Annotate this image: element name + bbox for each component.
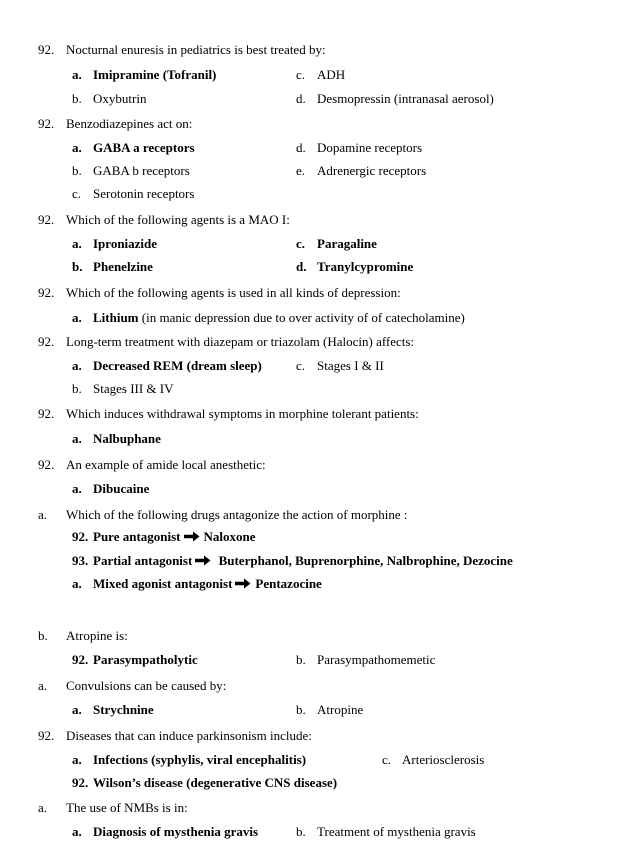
question-text: Which of the following drugs antagonize the action of morphine :	[66, 507, 408, 522]
option-line	[93, 576, 322, 592]
option-letter: c.	[296, 358, 306, 373]
option-line	[93, 310, 465, 326]
question-number: a.	[38, 678, 48, 693]
option-letter: b.	[296, 652, 306, 667]
question-text: Which of the following agents is used in all kinds of depression:	[66, 285, 401, 300]
option-text: Oxybutrin	[93, 91, 147, 106]
option-letter: d.	[296, 91, 306, 106]
option-letter: a.	[72, 140, 82, 155]
question-text: Benzodiazepines act on:	[66, 116, 193, 131]
option-text: Dibucaine	[93, 481, 150, 496]
option-letter: c.	[382, 752, 392, 767]
option-value: Naloxone	[203, 529, 256, 544]
option-text: Stages I & II	[317, 358, 384, 373]
option-letter: a.	[72, 67, 82, 82]
question-number: 92.	[38, 457, 55, 472]
option-value: Pentazocine	[255, 576, 322, 591]
option-text: Serotonin receptors	[93, 186, 195, 201]
option-letter: c.	[296, 67, 306, 82]
question-number: 92.	[38, 285, 55, 300]
option-text: Iproniazide	[93, 236, 158, 251]
question-text: Atropine is:	[66, 628, 128, 643]
right-arrow-icon	[184, 531, 200, 542]
question-text: Diseases that can induce parkinsonism include:	[66, 728, 312, 743]
option-letter: a.	[72, 576, 82, 591]
option-letter: c.	[296, 236, 306, 251]
option-text: Dopamine receptors	[317, 140, 423, 155]
option-letter: b.	[72, 259, 83, 274]
option-text: Phenelzine	[93, 259, 153, 274]
question-text: The use of NMBs is in:	[66, 800, 188, 815]
question-text: Which induces withdrawal symptoms in morphine tolerant patients:	[66, 406, 419, 421]
option-letter: d.	[296, 259, 307, 274]
option-label: Partial antagonist	[93, 553, 193, 568]
option-letter: 92.	[72, 775, 89, 790]
question-number: b.	[38, 628, 48, 643]
question-text: Convulsions can be caused by:	[66, 678, 227, 693]
option-text: Wilson’s disease (degenerative CNS disease)	[93, 775, 338, 790]
option-letter: a.	[72, 752, 82, 767]
option-letter: a.	[72, 431, 82, 446]
option-letter: b.	[72, 91, 82, 106]
option-text: Paragaline	[317, 236, 377, 251]
option-note: (in manic depression due to over activity of of catecholamine)	[141, 310, 465, 325]
option-line	[93, 553, 513, 569]
option-text: Imipramine (Tofranil)	[93, 67, 217, 82]
option-letter: a.	[72, 824, 82, 839]
question-text: Which of the following agents is a MAO I:	[66, 212, 290, 227]
option-text: GABA a receptors	[93, 140, 195, 155]
option-text: Adrenergic receptors	[317, 163, 427, 178]
option-text: Nalbuphane	[93, 431, 161, 446]
option-letter: c.	[72, 186, 82, 201]
question-number: 92.	[38, 334, 55, 349]
option-letter: a.	[72, 236, 82, 251]
option-letter: b.	[296, 702, 306, 717]
option-line	[93, 529, 256, 545]
question-text: Long-term treatment with diazepam or triazolam (Halocin) affects:	[66, 334, 415, 349]
option-text: Parasympatholytic	[93, 652, 198, 667]
question-number: a.	[38, 507, 48, 522]
question-number: 92.	[38, 406, 55, 421]
option-label: Pure antagonist	[93, 529, 181, 544]
option-value: Buterphanol, Buprenorphine, Nalbrophine, Dezocine	[218, 553, 513, 568]
option-text: Atropine	[317, 702, 364, 717]
option-letter: b.	[296, 824, 306, 839]
option-text: Infections (syphylis, viral encephalitis)	[93, 752, 307, 767]
option-letter: a.	[72, 310, 82, 325]
option-text: Strychnine	[93, 702, 154, 717]
option-text: Tranylcypromine	[317, 259, 414, 274]
question-text: Nocturnal enuresis in pediatrics is best treated by:	[66, 42, 326, 57]
option-letter: a.	[72, 481, 82, 496]
option-letter: d.	[296, 140, 306, 155]
option-text: Treatment of mysthenia gravis	[317, 824, 476, 839]
question-number: 92.	[38, 116, 55, 131]
option-letter: b.	[72, 163, 82, 178]
question-number: 92.	[38, 728, 55, 743]
option-letter: a.	[72, 702, 82, 717]
option-text: Stages III & IV	[93, 381, 174, 396]
option-letter: 92.	[72, 652, 89, 667]
option-text: GABA b receptors	[93, 163, 190, 178]
option-text: Diagnosis of mysthenia gravis	[93, 824, 259, 839]
question-text: An example of amide local anesthetic:	[66, 457, 266, 472]
option-letter: a.	[72, 358, 82, 373]
option-letter: 92.	[72, 529, 89, 544]
question-number: 92.	[38, 212, 55, 227]
option-text: Parasympathomemetic	[317, 652, 436, 667]
option-text: ADH	[317, 67, 346, 82]
option-letter: 93.	[72, 553, 89, 568]
option-text: Lithium	[93, 310, 139, 325]
option-text: Desmopressin (intranasal aerosol)	[317, 91, 494, 106]
question-number: a.	[38, 800, 48, 815]
right-arrow-icon	[235, 578, 251, 589]
right-arrow-icon	[195, 555, 211, 566]
option-text: Arteriosclerosis	[402, 752, 485, 767]
option-text: Decreased REM (dream sleep)	[93, 358, 262, 373]
question-number: 92.	[38, 42, 55, 57]
option-label: Mixed agonist antagonist	[93, 576, 233, 591]
option-letter: b.	[72, 381, 82, 396]
option-letter: e.	[296, 163, 306, 178]
